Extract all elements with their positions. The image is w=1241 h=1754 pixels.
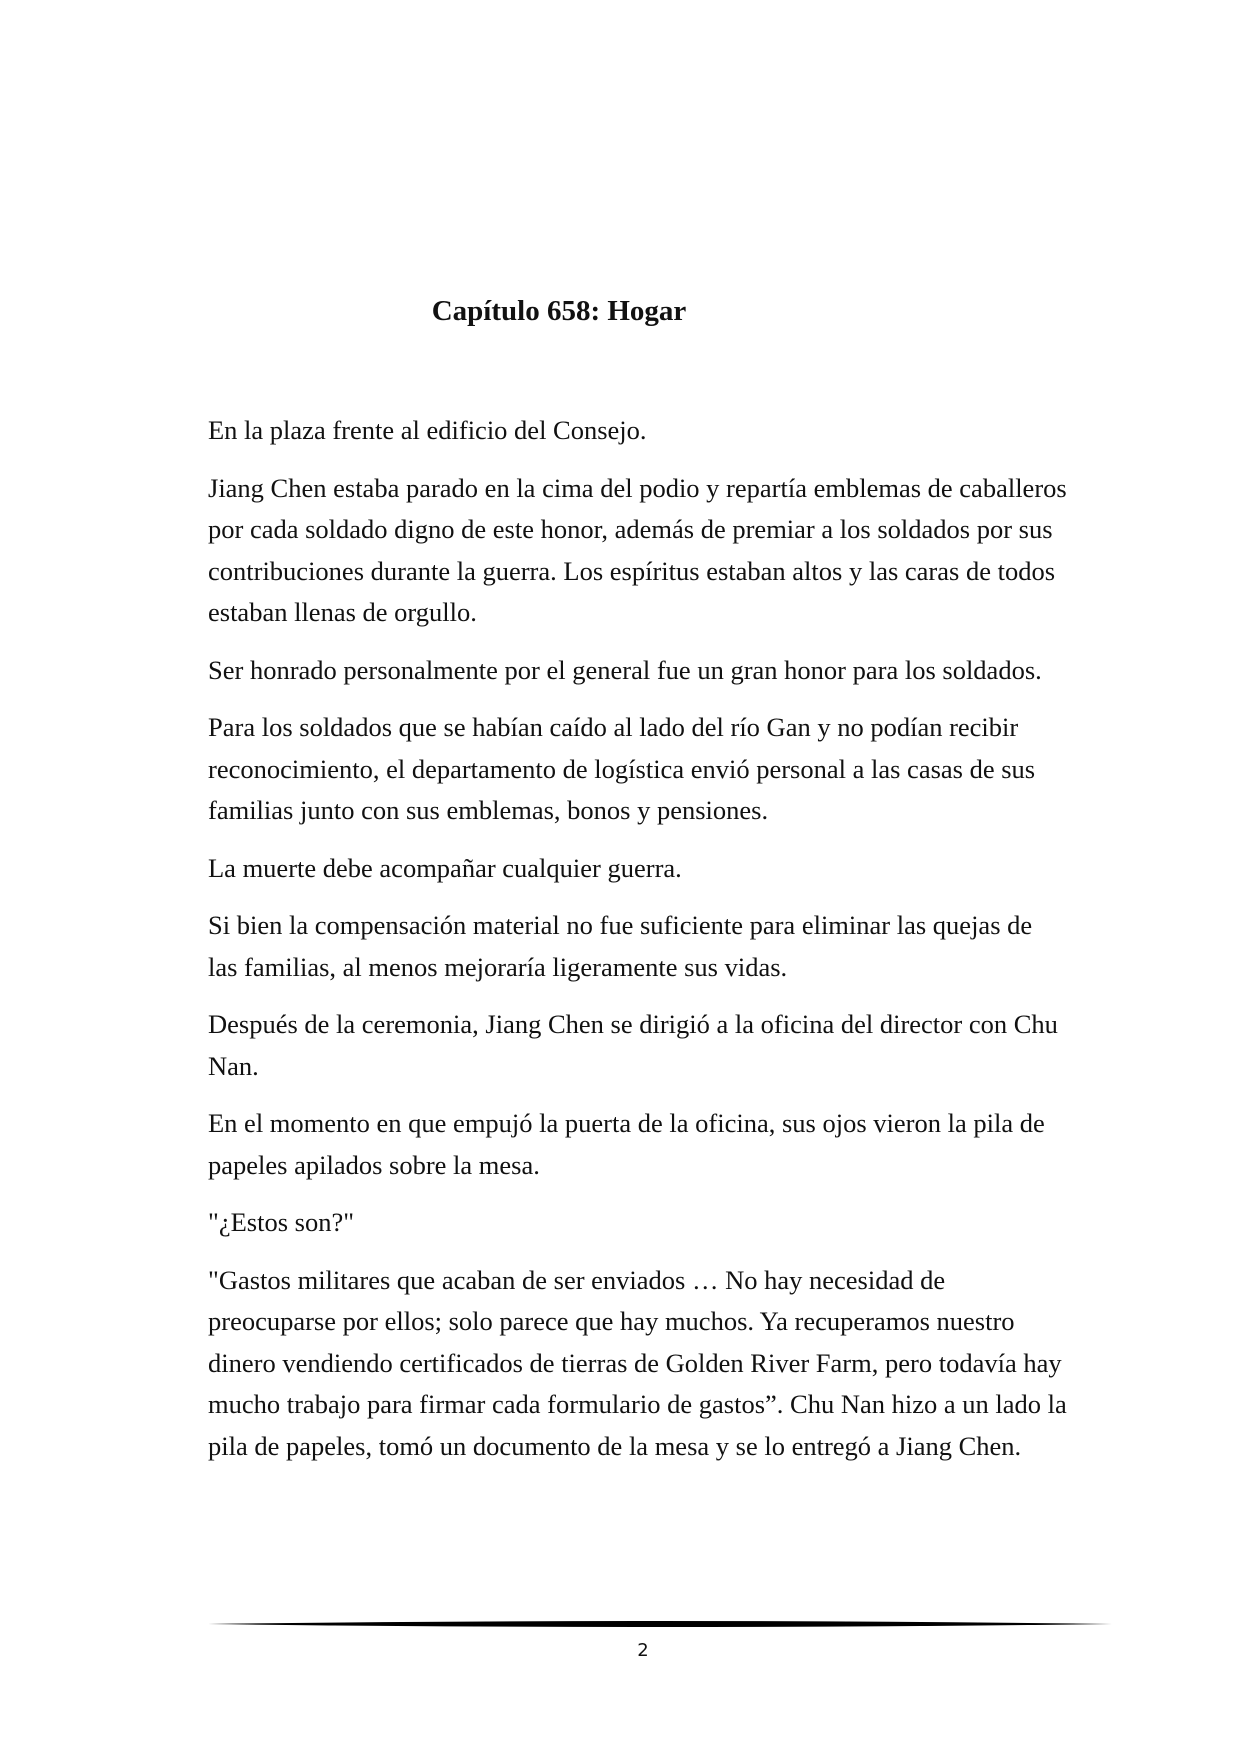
footer-divider xyxy=(208,1619,1112,1629)
paragraph: Para los soldados que se habían caído al lado del río Gan y no podían recibir reconocimiento, el departamento de logística envió personal a las casas de sus familias junto con sus emblemas, bonos y pensiones. xyxy=(208,712,1036,825)
paragraph: Si bien la compensación material no fue suficiente para eliminar las quejas de las familias, al menos mejoraría ligeramente sus vidas. xyxy=(208,910,1033,982)
paragraph: En la plaza frente al edificio del Consejo. xyxy=(208,415,647,445)
paragraph: "Gastos militares que acaban de ser enviados … No hay necesidad de preocuparse por ellos; solo parece que hay muchos. Ya recuperamos nuestro dinero vendiendo certificados de tierras de Golden River Farm, pero todavía hay mucho trabajo para firmar cada formulario de gastos”. Chu Nan hizo a un lado la pila de papeles, tomó un documento de la mesa y se lo entregó a Jiang Chen. xyxy=(208,1264,1067,1461)
paragraph: Después de la ceremonia, Jiang Chen se dirigió a la oficina del director con Chu Nan. xyxy=(208,1009,1058,1081)
paragraph: En el momento en que empujó la puerta de la oficina, sus ojos vieron la pila de papeles apilados sobre la mesa. xyxy=(208,1108,1045,1180)
page-number: 2 xyxy=(637,1640,649,1661)
paragraph: Ser honrado personalmente por el general fue un gran honor para los soldados. xyxy=(208,654,1042,685)
chapter-body xyxy=(208,410,1068,1483)
paragraph: "¿Estos son?" xyxy=(208,1207,355,1237)
paragraph: Jiang Chen estaba parado en la cima del podio y repartía emblemas de caballeros por cada soldado digno de este honor, además de premiar a los soldados por sus contribuciones durante la guerra. Los espíritus estaban altos y las caras de todos estaban llenas de orgullo. xyxy=(208,472,1067,627)
chapter-title: Capítulo 658: Hogar xyxy=(431,295,687,327)
paragraph: La muerte debe acompañar cualquier guerra. xyxy=(208,852,682,883)
